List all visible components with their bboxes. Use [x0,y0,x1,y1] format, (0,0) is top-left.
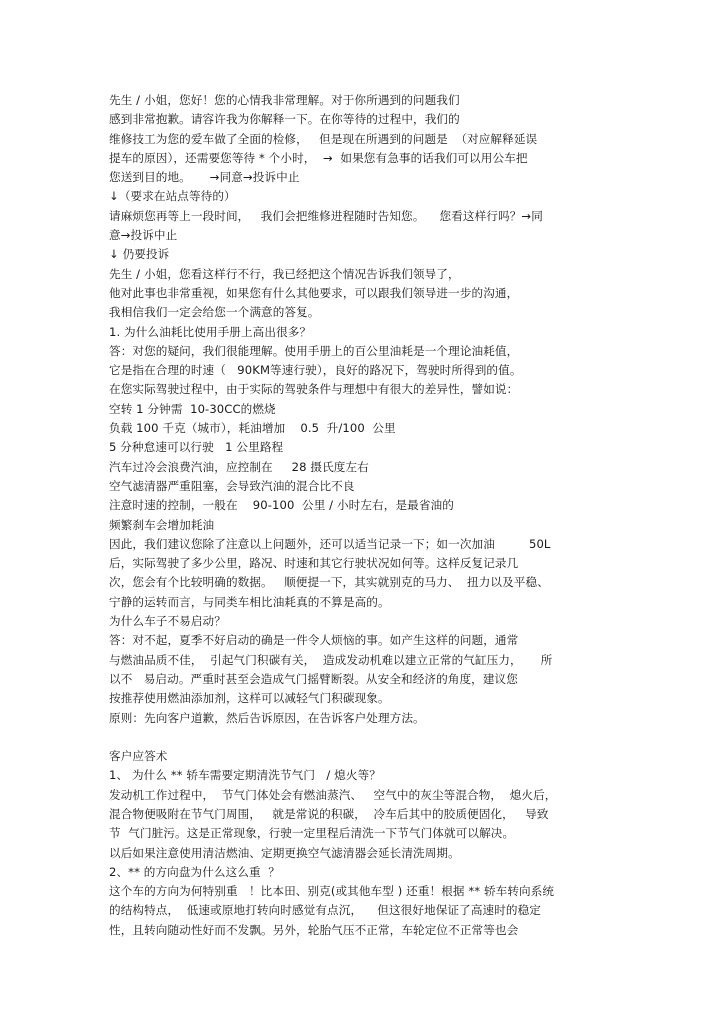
text-line: 提车的原因），还需要您等待 * 个小时， → 如果您有急事的话我们可以用公车把 [109,150,528,165]
text-line: 答：对您的疑问，我们很能理解。使用手册上的百公里油耗是一个理论油耗值， [109,343,519,358]
text-line: 维修技工为您的爱车做了全面的检修， 但是现在所遇到的问题是 （对应解释延误 [109,131,538,146]
text-line: 原则：先向客户道歉，然后告诉原因，在告诉客户处理方法。 [109,710,425,725]
text-line: 1、 为什么 ** 轿车需要定期清洗节气门 / 熄火等？ [109,768,381,783]
text-line: 在您实际驾驶过程中，由于实际的驾驶条件与理想中有很大的差异性，譬如说： [109,382,519,397]
text-line: 答：对不起，夏季不好启动的确是一件令人烦恼的事。如产生这样的问题，通常 [109,633,519,648]
text-line: ↓ 仍要投诉 [109,247,170,262]
text-line: 混合物便吸附在节气门周围， 就是常说的积碳， 冷车后其中的胶质便固化， 导致 [109,806,549,821]
text-line: 次，您会有个比较明确的数据。 顺便提一下，其实就别克的马力、 扭力以及平稳、 [109,575,549,590]
text-line: 您送到目的地。 →同意→投诉中止 [109,170,300,185]
text-line: 意→投诉中止 [109,228,178,243]
text-line: 按推荐使用燃油添加剂，这样可以减轻气门积碳现象。 [109,691,390,706]
text-line: ↓（要求在站点等待的） [109,189,236,204]
text-line: 5 分种怠速可以行驶 1 公里路程 [109,440,284,455]
text-line: 空气滤清器严重阻塞，会导致汽油的混合比不良 [109,478,355,493]
text-line: 2、** 的方向盘为什么这么重 ？ [109,864,280,879]
text-line: 先生 / 小姐，您好！您的心情我非常理解。对于你所遇到的问题我们 [109,93,460,107]
text-line: 这个车的方向为何特别重 ！比本田、别克(或其他车型 ) 还重！根据 ** 轿车转向系统 [109,884,555,899]
text-line: 宁静的运转而言，与同类车相比油耗真的不算是高的。 [109,594,390,609]
text-line: 与燃油品质不佳， 引起气门积碳有关， 造成发动机难以建立正常的气缸压力， 所 [109,652,553,667]
text-line: 负载 100 千克（城市），耗油增加 0.5 升/100 公里 [109,421,396,436]
text-line: 以后如果注意使用清洁燃油、定期更换空气滤清器会延长清洗周期。 [109,845,460,860]
text-line: 注意时速的控制，一般在 90-100 公里 / 小时左右，是最省油的 [109,498,454,513]
text-line: 发动机工作过程中， 节气门体处会有燃油蒸汽、 空气中的灰尘等混合物， 熄火后， [109,787,557,802]
text-line: 它是指在合理的时速（ 90KM等速行驶），良好的路况下，驾驶时所得到的值。 [109,363,522,378]
text-line: 我相信我们一定会给您一个满意的答复。 [109,305,320,320]
text-line: 以不 易启动。严重时甚至会造成气门摇臂断裂。从安全和经济的角度，建议您 [109,671,518,686]
text-line: 空转 1 分钟需 10-30CC的燃烧 [109,401,276,416]
text-line: 请麻烦您再等上一段时间， 我们会把维修进程随时告知您。 您看这样行吗？→同 [109,208,543,223]
text-line: 因此，我们建议您除了注意以上问题外，还可以适当记录一下；如一次加油 50L [109,536,551,551]
text-line: 他对此事也非常重视，如果您有什么其他要求，可以跟我们领导进一步的沟通， [109,285,519,300]
text-line: 为什么车子不易启动？ [109,614,226,629]
text-line: 客户应答术 [109,749,168,764]
text-line: 汽车过冷会浪费汽油，应控制在 28 摄氏度左右 [109,459,369,474]
text-line: 先生 / 小姐，您看这样行不行，我已经把这个情况告诉我们领导了， [109,266,460,281]
text-line: 性，且转向随动性好而不发飘。另外，轮胎气压不正常，车轮定位不正常等也会 [109,922,519,937]
text-line: 的结构特点， 低速或原地打转向时感觉有点沉， 但这很好地保证了高速时的稳定 [109,903,541,918]
text-line: 节 气门脏污。这是正常现象，行驶一定里程后清洗一下节气门体就可以解决。 [109,826,515,841]
text-line: 后，实际驾驶了多少公里，路况、时速和其它行驶状况如何等。这样反复记录几 [109,556,519,571]
document-page [109,91,624,940]
text-line: 感到非常抱歉。请容许我为你解释一下。在你等待的过程中，我们的 [109,112,460,127]
blank-line [109,728,624,747]
text-line: 1. 为什么油耗比使用手册上高出很多？ [109,324,312,339]
text-line: 频繁刹车会增加耗油 [109,517,215,532]
